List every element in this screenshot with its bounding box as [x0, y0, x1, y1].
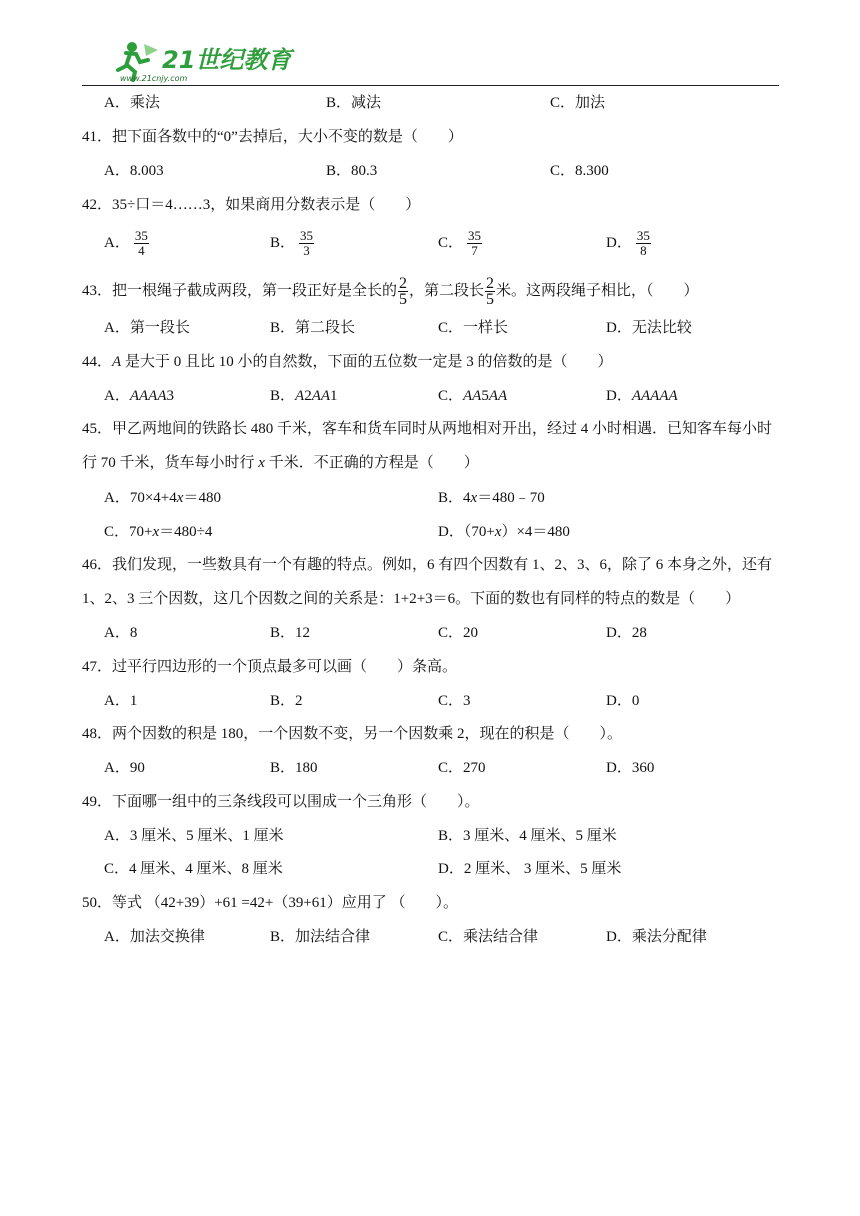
q44-stem	[82, 352, 782, 372]
q46-option-a[interactable]: A．8	[104, 625, 138, 641]
option-var: AA	[463, 388, 482, 404]
q43-option-c[interactable]: C．一样长	[438, 320, 509, 336]
option-text: C．70+	[104, 524, 153, 540]
q47-option-a[interactable]: A．1	[104, 693, 138, 709]
q43-option-b[interactable]: B．第二段长	[270, 320, 356, 336]
q42-option-d[interactable]	[606, 229, 651, 258]
option-var: AAAA	[129, 388, 167, 404]
q44-number: 44．	[82, 354, 113, 370]
q40-option-a[interactable]: A．乘法	[104, 95, 160, 111]
q43-fraction-2	[485, 276, 495, 307]
q48-option-a[interactable]: A．90	[104, 760, 145, 776]
q44-option-a[interactable]	[104, 386, 174, 406]
denominator: 4	[138, 243, 145, 258]
denominator: 8	[640, 243, 647, 258]
option-text: ＝480﹣70	[477, 490, 545, 506]
q49-option-b[interactable]: B．3 厘米、4 厘米、5 厘米	[438, 828, 617, 844]
q43-option-d[interactable]: D．无法比较	[606, 320, 692, 336]
q49-option-a[interactable]: A．3 厘米、5 厘米、1 厘米	[104, 828, 284, 844]
option-label: C．	[438, 388, 464, 404]
q48-option-d[interactable]: D．360	[606, 760, 655, 776]
denominator: 5	[486, 291, 495, 308]
option-var: A	[295, 388, 305, 404]
denominator: 3	[303, 243, 310, 258]
q41-option-c[interactable]: C．8.300	[550, 163, 609, 179]
option-var: x	[152, 524, 160, 540]
q50-stem: 50．等式 （42+39）+61 =42+（39+61）应用了 （ ）。	[82, 895, 459, 911]
option-text: ）×4＝480	[501, 524, 570, 540]
option-var: AAAAA	[631, 388, 678, 404]
numerator: 35	[300, 228, 314, 243]
numerator: 35	[636, 228, 650, 243]
denominator: 5	[399, 291, 408, 308]
q48-option-b[interactable]: B．180	[270, 760, 318, 776]
q41-option-a[interactable]: A．8.003	[104, 163, 164, 179]
q43-stem-part-a: 43．把一根绳子截成两段，第一段正好是全长的	[82, 282, 398, 299]
q41-option-b[interactable]: B．80.3	[326, 163, 378, 179]
option-label: A．	[104, 388, 130, 404]
q42-option-d-label: D．	[606, 234, 632, 251]
q44-stem-text: 是大于 0 且比 10 小的自然数，下面的五位数一定是 3 的倍数的是（ ）	[121, 354, 613, 370]
q43-option-a[interactable]: A．第一段长	[104, 320, 190, 336]
option-digit: 5	[481, 388, 489, 404]
q50-option-c[interactable]: C．乘法结合律	[438, 929, 539, 945]
option-label: B．	[270, 388, 296, 404]
option-digit: 3	[166, 388, 174, 404]
q46-option-d[interactable]: D．28	[606, 625, 647, 641]
q47-stem: 47．过平行四边形的一个顶点最多可以画（ ）条高。	[82, 659, 458, 675]
q47-option-b[interactable]: B．2	[270, 693, 303, 709]
q43-stem-part-c: 米。这两段绳子相比，（ ）	[496, 282, 699, 299]
q47-option-c[interactable]: C．3	[438, 693, 471, 709]
option-var: x	[176, 490, 184, 506]
numerator: 35	[134, 228, 148, 243]
option-text: A．70×4+4	[104, 490, 177, 506]
q40-option-c[interactable]: C．加法	[550, 95, 606, 111]
q42-option-d-fraction	[636, 229, 651, 258]
q45-stem	[82, 412, 782, 480]
q48-stem: 48．两个因数的积是 180，一个因数不变，另一个因数乘 2，现在的积是（ ）。	[82, 726, 623, 742]
q43-stem-part-b: ，第二段长	[409, 282, 485, 299]
q46-stem: 46．我们发现，一些数具有一个有趣的特点。例如，6 有四个因数有 1、2、3、6，除了 6 本身之外，还有 1、2、3 三个因数，这几个因数之间的关系是：1+2+3＝6。下面的数也有同样的特点的数是（ ）	[82, 557, 773, 607]
q44-option-d[interactable]	[606, 386, 678, 406]
q49-stem: 49．下面哪一组中的三条线段可以围成一个三角形（ ）。	[82, 794, 480, 810]
q42-stem: 42．35÷口＝4……3，如果商用分数表示是（ ）	[82, 197, 421, 213]
q42-option-a-fraction	[134, 229, 149, 258]
page-header	[82, 38, 779, 86]
q45-stem-part-a: 45．甲乙两地间的铁路长 480 千米，客车和货车同时从两地相对开出，经过 4 小时相遇．已知客车每小时行 70 千米，货车每小时行	[82, 421, 773, 471]
option-label: D．	[606, 388, 632, 404]
option-digit: 2	[304, 388, 312, 404]
q42-option-a-label: A．	[104, 234, 130, 251]
denominator: 7	[471, 243, 478, 258]
q46-option-b[interactable]: B．12	[270, 625, 311, 641]
q50-option-a[interactable]: A．加法交换律	[104, 929, 205, 945]
q45-option-d[interactable]	[438, 522, 570, 542]
q42-option-c-label: C．	[438, 234, 464, 251]
q50-option-d[interactable]: D．乘法分配律	[606, 929, 707, 945]
q42-option-c-fraction	[467, 229, 482, 258]
q42-option-b[interactable]	[270, 229, 314, 258]
option-text: B．4	[438, 490, 471, 506]
option-digit: 1	[330, 388, 338, 404]
q45-stem-part-b: 千米．不正确的方程是（ ）	[264, 455, 479, 471]
numerator: 2	[486, 275, 495, 292]
q48-option-c[interactable]: C．270	[438, 760, 486, 776]
q45-option-b[interactable]	[438, 488, 545, 508]
q42-option-a[interactable]	[104, 229, 149, 258]
q42-option-c[interactable]	[438, 229, 482, 258]
svg-text:21世纪教育: 21世纪教育	[162, 46, 292, 74]
numerator: 35	[468, 228, 482, 243]
option-text: D．（70+	[438, 524, 495, 540]
option-var: x	[470, 490, 478, 506]
q50-option-b[interactable]: B．加法结合律	[270, 929, 371, 945]
q43-stem	[82, 276, 782, 307]
q44-option-b[interactable]	[270, 386, 338, 406]
option-var: AA	[488, 388, 508, 404]
option-text: ＝480÷4	[159, 524, 213, 540]
q41-stem: 41．把下面各数中的“0”去掉后，大小不变的数是（ ）	[82, 129, 463, 145]
header-rule	[82, 85, 779, 86]
q44-variable: A	[112, 354, 122, 370]
q42-option-b-fraction	[299, 229, 314, 258]
svg-text:www.21cnjy.com: www.21cnjy.com	[120, 74, 188, 83]
option-var: x	[494, 524, 502, 540]
q46-option-c[interactable]: C．20	[438, 625, 479, 641]
logo	[100, 38, 300, 84]
q47-option-d[interactable]: D．0	[606, 693, 640, 709]
q49-option-c[interactable]: C．4 厘米、4 厘米、8 厘米	[104, 861, 283, 877]
option-text: ＝480	[183, 490, 221, 506]
q44-option-c[interactable]	[438, 386, 507, 406]
q45-variable: x	[258, 455, 265, 471]
q49-option-d[interactable]: D．2 厘米、 3 厘米、5 厘米	[438, 861, 622, 877]
q45-option-a[interactable]	[104, 488, 221, 508]
q40-option-b[interactable]: B．减法	[326, 95, 382, 111]
numerator: 2	[399, 275, 408, 292]
option-var: AA	[311, 388, 331, 404]
q45-option-c[interactable]	[104, 522, 212, 542]
q43-fraction-1	[398, 276, 408, 307]
q42-option-b-label: B．	[270, 234, 296, 251]
